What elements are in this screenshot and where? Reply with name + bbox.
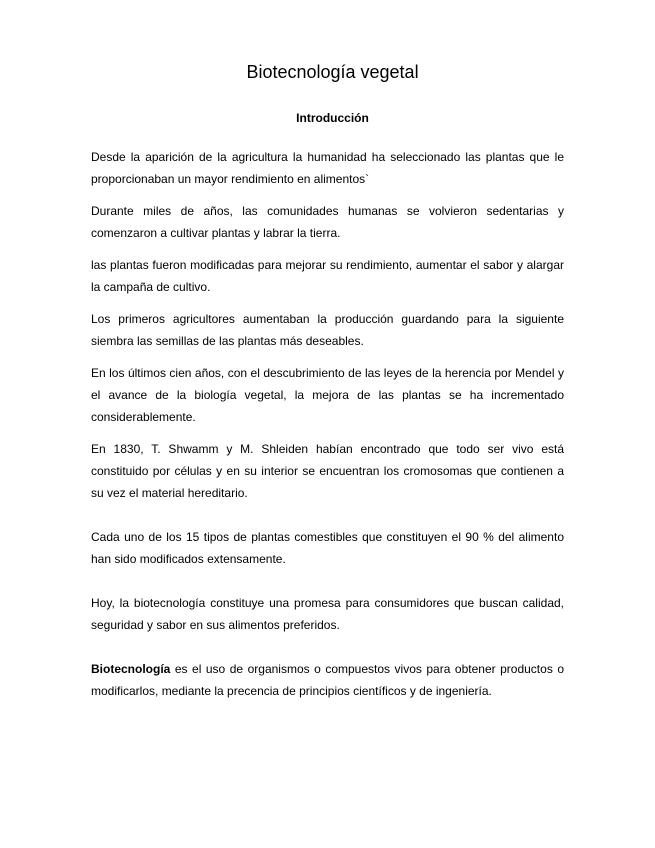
paragraph-biotech-promise: Hoy, la biotecnología constituye una promesa para consumidores que buscan calidad, seguridad y sabor en sus alimentos preferidos. bbox=[91, 596, 564, 632]
paragraph-sedentary-communities: Durante miles de años, las comunidades humanas se volvieron sedentarias y comenzaron a cultivar plantas y labrar la tierra. bbox=[91, 204, 564, 240]
document-title: Biotecnología vegetal bbox=[246, 62, 419, 82]
paragraph-agriculture-origin: Desde la aparición de la agricultura la humanidad ha seleccionado las plantas que le proporcionaban un mayor rendimiento en alimentos` bbox=[91, 150, 564, 186]
definition-term: Biotecnología bbox=[91, 662, 171, 676]
paragraph-plant-modification: las plantas fueron modificadas para mejorar su rendimiento, aumentar el sabor y alargar la campaña de cultivo. bbox=[91, 258, 564, 294]
paragraph-cell-theory: En 1830, T. Shwamm y M. Shleiden habían encontrado que todo ser vivo está constituido por células y en su interior se encuentran los cromosomas que contienen a su vez el material hereditario. bbox=[91, 442, 564, 500]
paragraph-biotech-definition bbox=[91, 658, 564, 702]
paragraph-mendel-heredity: En los últimos cien años, con el descubrimiento de las leyes de la herencia por Mendel y el avance de la biología vegetal, la mejora de las plantas se ha incrementado considerablemente. bbox=[91, 366, 564, 424]
section-heading: Introducción bbox=[296, 111, 369, 125]
definition-text: es el uso de organismos o compuestos vivos para obtener productos o modificarlos, mediante la precencia de principios científicos y de ingeniería. bbox=[91, 662, 564, 698]
paragraph-first-farmers: Los primeros agricultores aumentaban la producción guardando para la siguiente siembra las semillas de las plantas más deseables. bbox=[91, 312, 564, 348]
paragraph-edible-plants: Cada uno de los 15 tipos de plantas comestibles que constituyen el 90 % del alimento han sido modificados extensamente. bbox=[91, 530, 564, 566]
